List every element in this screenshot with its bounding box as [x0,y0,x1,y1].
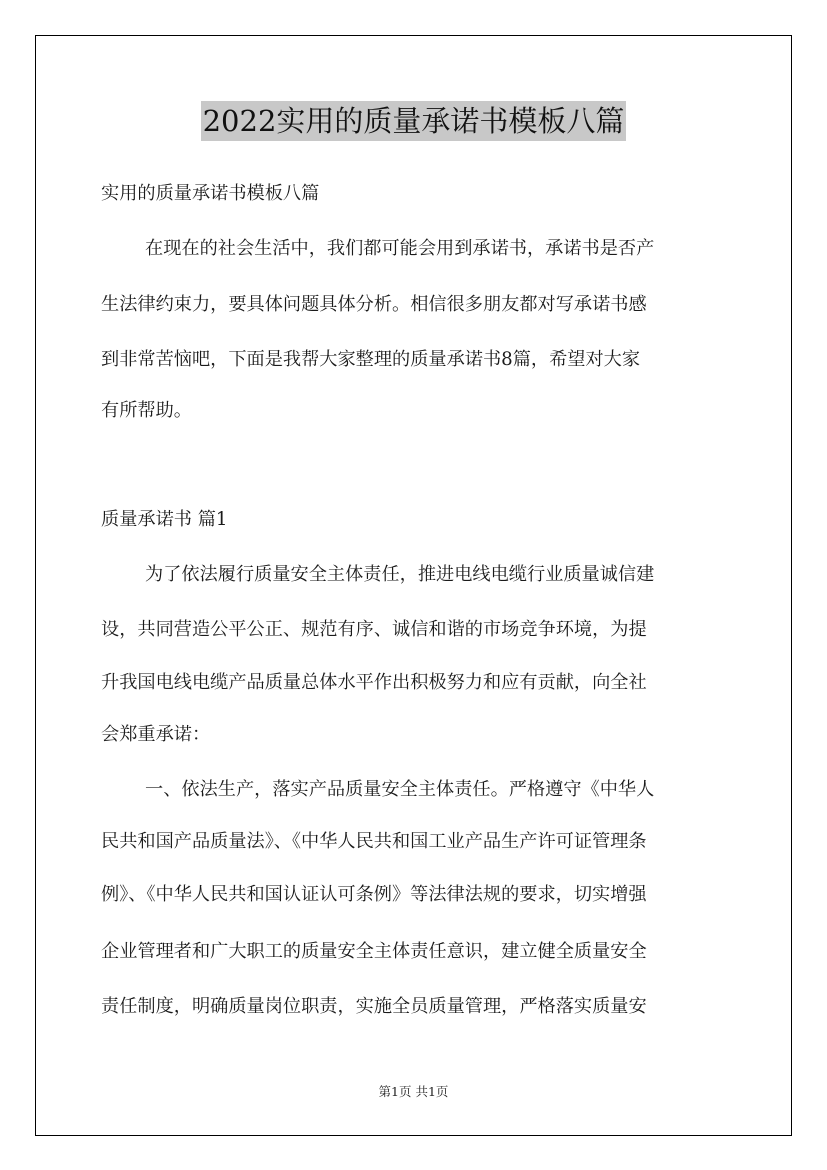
paragraph-line: 会郑重承诺： [101,724,211,745]
section-heading: 质量承诺书 篇1 [101,509,228,530]
intro-line: 在现在的社会生活中，我们都可能会用到承诺书，承诺书是否产 [145,238,655,259]
paragraph-line: 设，共同营造公平公正、规范有序、诚信和谐的市场竞争环境，为提 [101,619,647,640]
paragraph-line: 民共和国产品质量法》、《中华人民共和国工业产品生产许可证管理条 [101,831,647,852]
page-number-footer: 第1页 共1页 [378,1084,449,1099]
title-container [0,101,827,141]
paragraph-line: 例》、《中华人民共和国认证认可条例》等法律法规的要求，切实增强 [101,884,647,905]
paragraph-line: 企业管理者和广大职工的质量安全主体责任意识，建立健全质量安全 [101,941,647,962]
paragraph-line: 责任制度，明确质量岗位职责，实施全员质量管理，严格落实质量安 [101,996,647,1017]
intro-line: 有所帮助。 [101,400,192,421]
intro-line: 生法律约束力，要具体问题具体分析。相信很多朋友都对写承诺书感 [101,294,647,315]
document-title: 2022实用的质量承诺书模板八篇 [201,101,627,141]
paragraph-line: 一、依法生产，落实产品质量安全主体责任。严格遵守《中华人 [145,779,655,800]
paragraph-line: 为了依法履行质量安全主体责任，推进电线电缆行业质量诚信建 [145,564,655,585]
intro-line: 到非常苦恼吧，下面是我帮大家整理的质量承诺书8篇，希望对大家 [101,349,641,370]
paragraph-line: 升我国电线电缆产品质量总体水平作出积极努力和应有贡献，向全社 [101,672,647,693]
document-subtitle: 实用的质量承诺书模板八篇 [101,183,320,204]
